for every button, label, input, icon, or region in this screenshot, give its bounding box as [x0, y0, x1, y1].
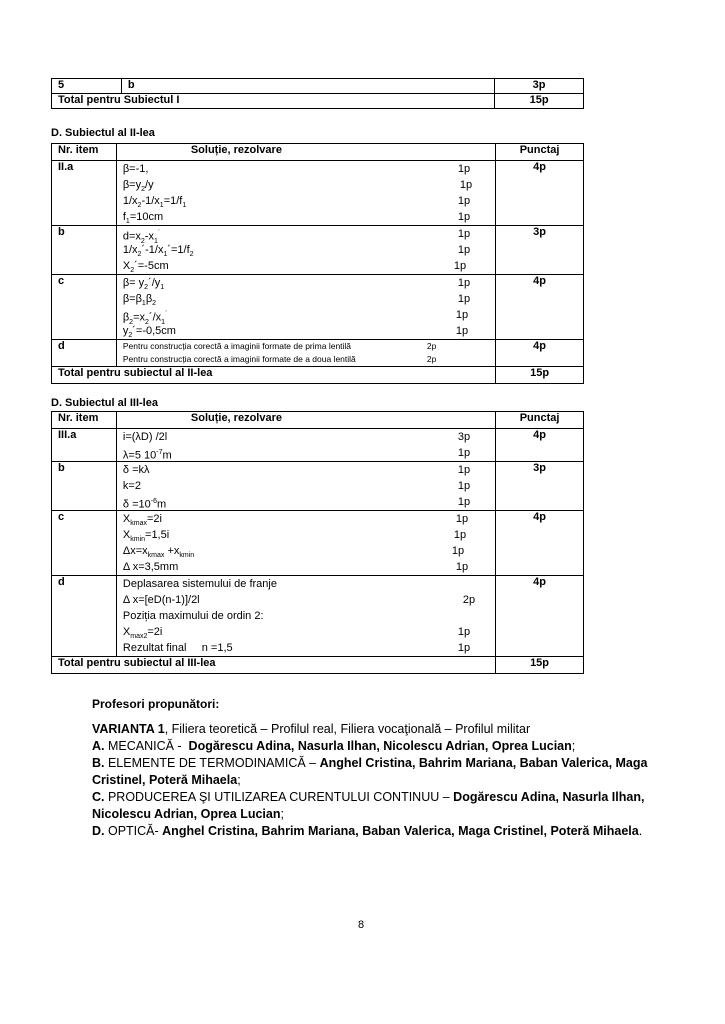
item-cell: d: [52, 340, 117, 367]
total-row: [52, 367, 584, 384]
solution-line: Δ x=3,5mm 1p: [122, 561, 469, 573]
table-row: [52, 340, 584, 367]
header-item: Nr. item: [52, 144, 117, 161]
solution-line: β=-1, 1p: [122, 163, 471, 175]
total-points: 15p: [495, 94, 584, 109]
solution-line: $\beta= y_2´/y_1$ 1p: [122, 277, 471, 292]
item-cell: d: [52, 576, 117, 657]
points-cell: 3p: [495, 79, 584, 94]
solution-cell: b: [121, 79, 494, 94]
total-label: Total pentru subiectul al II-lea: [52, 367, 496, 384]
solution-line: Pentru construcția corectă a imaginii formate de prima lentilă 2p: [122, 341, 437, 351]
points-cell: 4p: [496, 275, 584, 340]
page-number: 8: [358, 919, 365, 931]
item-cell: c: [52, 511, 117, 576]
points-cell: 4p: [496, 429, 584, 462]
solution-line: Pentru construcția corectă a imaginii formate de a doua lentilă 2p: [122, 354, 437, 364]
table-row: [52, 226, 584, 275]
solution-cell: [116, 226, 495, 275]
item-cell: II.a: [52, 161, 117, 226]
points-cell: 4p: [496, 161, 584, 226]
section-title: D. Subiectul al III-lea: [51, 397, 158, 409]
solution-line: $\Delta x=x_{kmax} +x_{kmin}$ 1p: [122, 545, 465, 560]
subject-c-line: C. PRODUCEREA ŞI UTILIZAREA CURENTULUI CONTINUU – Dogărescu Adina, Nasurla Ilhan, Nicolescu Adrian, Oprea Lucian;: [92, 790, 645, 821]
table-row: [52, 576, 584, 657]
total-points: 15p: [496, 367, 584, 384]
solution-line: $y_2´=-0,5cm$ 1p: [122, 325, 469, 340]
section-title: D. Subiectul al II-lea: [51, 127, 155, 139]
item-cell: 5: [52, 79, 122, 94]
points-cell: 3p: [496, 226, 584, 275]
header-item: Nr. item: [52, 412, 117, 429]
subject1-table: [51, 78, 584, 109]
solution-line: Deplasarea sistemului de franje: [122, 578, 277, 590]
solution-line: Rezultat final n =1,5 1p: [122, 642, 471, 654]
table-row: [52, 429, 584, 462]
total-row: [52, 94, 584, 109]
header-row: [52, 144, 584, 161]
solution-line: $\beta=y_2/y$ 1p: [122, 179, 473, 194]
table-row: [52, 275, 584, 340]
header-solution: Soluție, rezolvare: [116, 144, 495, 161]
item-cell: b: [52, 226, 117, 275]
total-points: 15p: [496, 657, 584, 674]
solution-line: $X_{max2}=2i$ 1p: [122, 626, 471, 641]
solution-cell: [116, 161, 495, 226]
solution-line: $\beta=\beta_1\beta_2$ 1p: [122, 293, 471, 308]
solution-line: $f_1=10cm$ 1p: [122, 211, 471, 226]
proposers-heading: Profesori propunători:: [92, 697, 220, 711]
proposers-block: [92, 721, 692, 840]
solution-line: λ=5 $10^{-7}m$ 1p: [122, 447, 471, 462]
header-solution: Soluție, rezolvare: [116, 412, 495, 429]
subject3-table: [51, 411, 584, 674]
solution-line: Poziția maximului de ordin 2:: [122, 610, 264, 622]
solution-cell: [116, 275, 495, 340]
solution-line: δ =kλ 1p: [122, 464, 471, 476]
solution-cell: [116, 340, 495, 367]
subject-b-line: B. ELEMENTE DE TERMODINAMICĂ – Anghel Cristina, Bahrim Mariana, Baban Valerica, Maga Cristinel, Poteră Mihaela;: [92, 756, 648, 787]
subject2-table: [51, 143, 584, 384]
solution-line: $1/x_2-1/x_1=1/f_1$ 1p: [122, 195, 471, 210]
solution-cell: [116, 511, 495, 576]
points-cell: 3p: [496, 462, 584, 511]
subject-a-line: A. MECANICĂ - Dogărescu Adina, Nasurla Ilhan, Nicolescu Adrian, Oprea Lucian;: [92, 739, 576, 753]
points-cell: 4p: [496, 511, 584, 576]
item-cell: III.a: [52, 429, 117, 462]
solution-cell: [116, 576, 495, 657]
total-label: Total pentru Subiectul I: [52, 94, 495, 109]
points-cell: 4p: [496, 576, 584, 657]
solution-line: $X_{kmin}=1,5i$ 1p: [122, 529, 467, 544]
points-cell: 4p: [496, 340, 584, 367]
solution-line: $\beta_2=x_2´/x_1^´$ 1p: [122, 309, 469, 326]
table-row: [52, 462, 584, 511]
solution-line: Δ x=[eD(n-1)]/2l 2p: [122, 594, 476, 606]
solution-line: $d=x_2-x_1^´$ 1p: [122, 228, 471, 245]
solution-cell: [116, 429, 495, 462]
solution-cell: [116, 462, 495, 511]
total-row: [52, 657, 584, 674]
variant-line: VARIANTA 1, Filiera teoretică – Profilul real, Filiera vocaţională – Profilul militar: [92, 722, 531, 736]
solution-line: i=(λD) /2l 3p: [122, 431, 471, 443]
header-points: Punctaj: [496, 144, 584, 161]
solution-line: k=2 1p: [122, 480, 471, 492]
item-cell: c: [52, 275, 117, 340]
solution-line: $1/x_2´-1/x_1´=1/f_2$ 1p: [122, 244, 471, 259]
header-row: [52, 412, 584, 429]
subject-d-line: D. OPTICĂ- Anghel Cristina, Bahrim Mariana, Baban Valerica, Maga Cristinel, Poteră Mihaela.: [92, 824, 643, 838]
table-row: [52, 161, 584, 226]
table-row: [52, 79, 584, 94]
header-points: Punctaj: [496, 412, 584, 429]
total-label: Total pentru subiectul al III-lea: [52, 657, 496, 674]
item-cell: b: [52, 462, 117, 511]
solution-line: $\delta =10^{-6}m$ 1p: [122, 496, 471, 511]
table-row: [52, 511, 584, 576]
solution-line: $X_{kmax}=2i$ 1p: [122, 513, 469, 528]
solution-line: $X_2´=-5cm$ 1p: [122, 260, 467, 275]
